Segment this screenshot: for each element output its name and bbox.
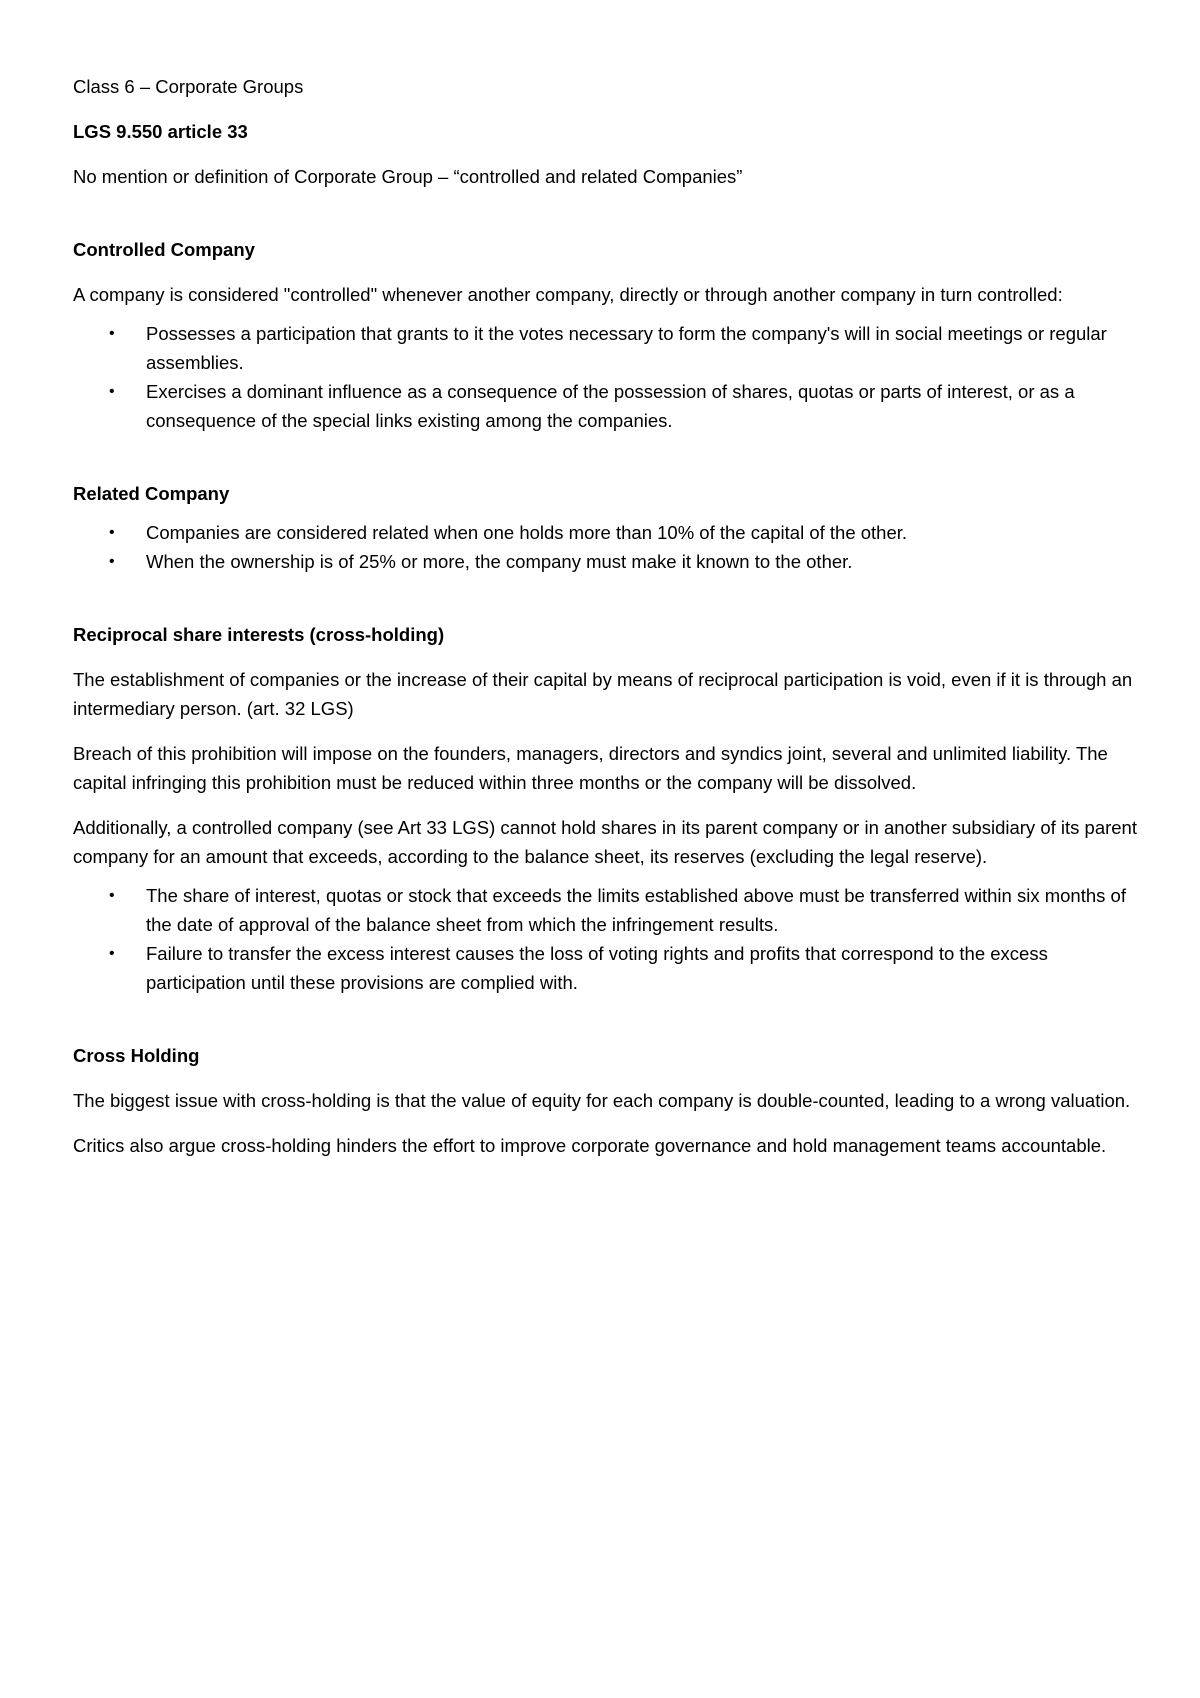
list-item [73, 377, 1143, 435]
intro-paragraph: No mention or definition of Corporate Group – “controlled and related Companies” [73, 166, 743, 187]
list-item [73, 518, 1143, 547]
bullet-icon: • [109, 325, 115, 342]
list-item-text: The share of interest, quotas or stock that exceeds the limits established above must be transferred within six months of the date of approval of the balance sheet from which the infringement results. [146, 885, 1126, 935]
list-item-text: Companies are considered related when one holds more than 10% of the capital of the other. [146, 522, 908, 543]
document-page [73, 72, 1143, 1176]
reciprocal-bullet-list [73, 881, 1143, 997]
reciprocal-paragraph: Breach of this prohibition will impose on the founders, managers, directors and syndics joint, several and unlimited liability. The capital infringing this prohibition must be reduced within three months or the company will be dissolved. [73, 743, 1108, 793]
document-title: Class 6 – Corporate Groups [73, 76, 304, 97]
list-item [73, 881, 1143, 939]
heading-cross-holding: Cross Holding [73, 1045, 200, 1066]
list-item-text: When the ownership is of 25% or more, the company must make it known to the other. [146, 551, 853, 572]
bullet-icon: • [109, 887, 115, 904]
list-item-text: Possesses a participation that grants to it the votes necessary to form the company's will in social meetings or regular assemblies. [146, 323, 1107, 373]
bullet-icon: • [109, 383, 115, 400]
heading-related-company: Related Company [73, 483, 230, 504]
list-item-text: Failure to transfer the excess interest causes the loss of voting rights and profits that correspond to the excess participation until these provisions are complied with. [146, 943, 1048, 993]
heading-reciprocal-share-interests: Reciprocal share interests (cross-holding) [73, 624, 445, 645]
list-item [73, 319, 1143, 377]
controlled-paragraph: A company is considered "controlled" whenever another company, directly or through another company in turn controlled: [73, 284, 1063, 305]
reciprocal-paragraph: The establishment of companies or the increase of their capital by means of reciprocal participation is void, even if it is through an intermediary person. (art. 32 LGS) [73, 669, 1133, 719]
heading-controlled-company: Controlled Company [73, 239, 255, 260]
list-item [73, 939, 1143, 997]
bullet-icon: • [109, 945, 115, 962]
list-item [73, 547, 1143, 576]
crossholding-paragraph: The biggest issue with cross-holding is that the value of equity for each company is double-counted, leading to a wrong valuation. [73, 1090, 1131, 1111]
bullet-icon: • [109, 524, 115, 541]
bullet-icon: • [109, 553, 115, 570]
reciprocal-paragraph: Additionally, a controlled company (see Art 33 LGS) cannot hold shares in its parent company or in another subsidiary of its parent company for an amount that exceeds, according to the balance sheet, its reserves (excluding the legal reserve). [73, 817, 1137, 867]
related-bullet-list [73, 518, 1143, 576]
list-item-text: Exercises a dominant influence as a consequence of the possession of shares, quotas or parts of interest, or as a consequence of the special links existing among the companies. [146, 381, 1075, 431]
law-reference: LGS 9.550 article 33 [73, 121, 248, 142]
crossholding-paragraph: Critics also argue cross-holding hinders the effort to improve corporate governance and hold management teams accountable. [73, 1135, 1107, 1156]
controlled-bullet-list [73, 319, 1143, 435]
